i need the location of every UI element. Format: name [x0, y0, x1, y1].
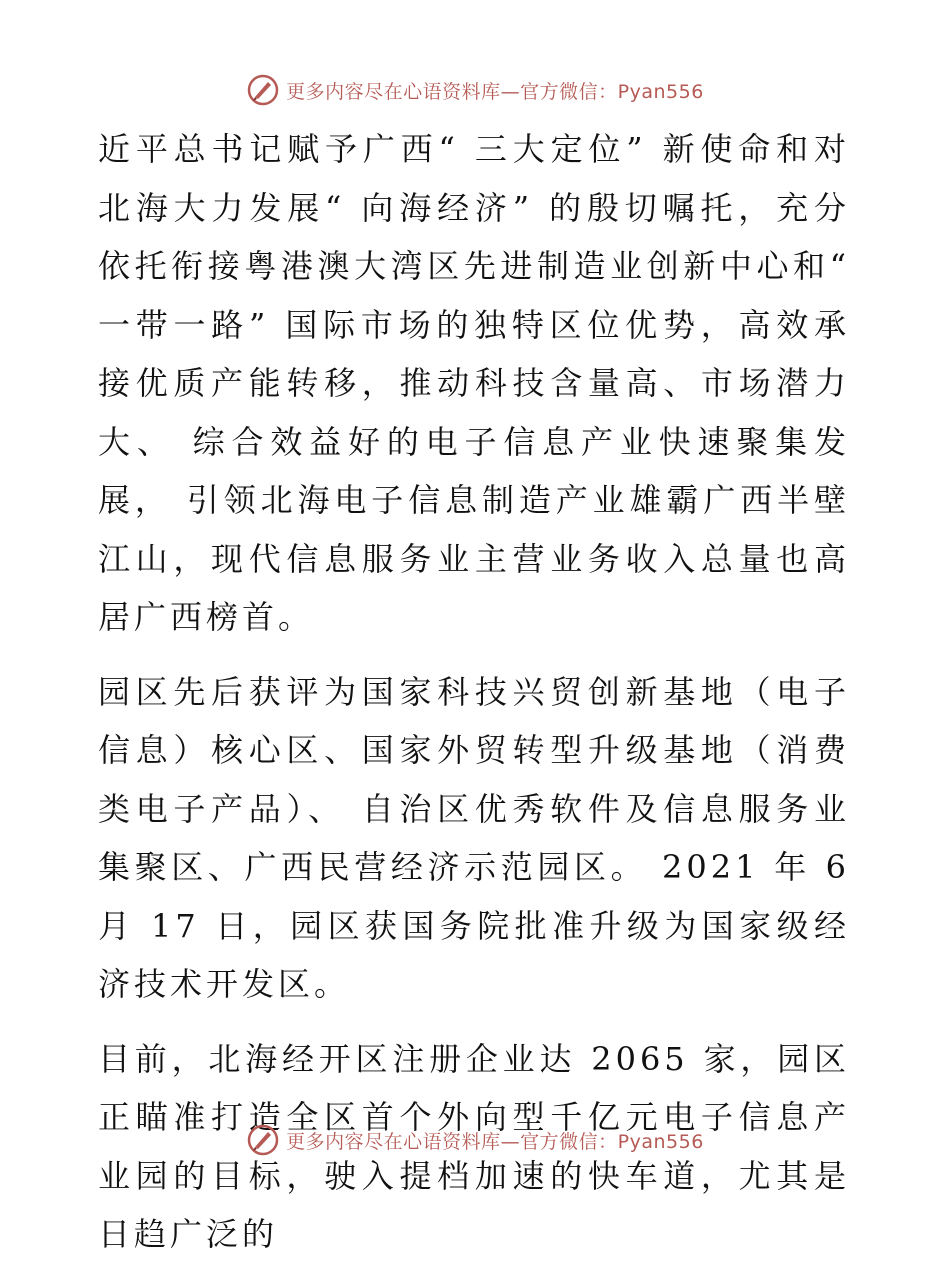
paragraph-2: 园区先后获评为国家科技兴贸创新基地（电子信息）核心区、国家外贸转型升级基地（消费类电子产品）、 自治区优秀软件及信息服务业集聚区、广西民营经济示范园区。 2021 年 6 月 17 日，园区获国务院批准升级为国家级经济技术开发区。: [98, 672, 850, 1003]
document-body: [98, 120, 850, 1264]
quill-logo-icon: [246, 1123, 280, 1157]
header-banner-text: 更多内容尽在心语资料库—官方微信：Pyan556: [286, 80, 704, 103]
paragraph-3: 目前，北海经开区注册企业达 2065 家，园区正瞄准打造全区首个外向型千亿元电子信息产业园的目标，驶入提档加速的快车道，尤其是日趋广泛的: [98, 1039, 850, 1253]
paragraph-1: 近平总书记赋予广西“ 三大定位” 新使命和对北海大力发展“ 向海经济” 的殷切嘱托，充分依托衔接粤港澳大湾区先进制造业创新中心和“ 一带一路” 国际市场的独特区位优势，高效承接优质产能转移，推动科技含量高、市场潜力大、 综合效益好的电子信息产业快速聚集发展， 引领北海电子信息制造产业雄霸广西半壁江山，现代信息服务业主营业务收入总量也高居广西榜首。: [98, 130, 850, 636]
quill-logo-icon: [246, 73, 280, 107]
header-banner: [0, 70, 950, 110]
footer-banner: [0, 1120, 950, 1160]
footer-banner-text: 更多内容尽在心语资料库—官方微信：Pyan556: [286, 1130, 704, 1153]
